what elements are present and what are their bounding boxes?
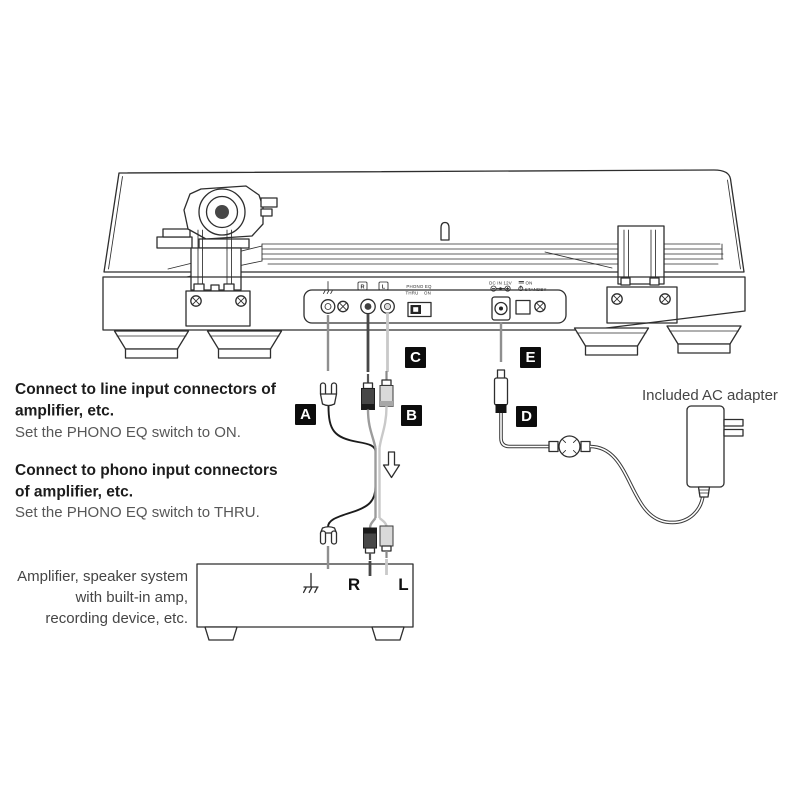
amp-caption-1: Amplifier, speaker system (17, 568, 188, 585)
callout-b: B (401, 405, 422, 426)
power-on-label: ON (525, 280, 533, 286)
dc-in-jack (492, 297, 510, 320)
instruction-line-input (15, 381, 277, 441)
ac-adapter-caption: Included AC adapter (642, 387, 778, 404)
amplifier-illustration (197, 564, 413, 640)
strain-relief (699, 487, 710, 497)
ac-adapter-illustration (687, 406, 743, 497)
right-jack-label: R (360, 284, 365, 291)
rca-plug-white-bottom (380, 526, 393, 558)
panel-screw-right (535, 301, 545, 311)
callout-e: E (520, 347, 541, 368)
tonearm-assembly (157, 186, 277, 248)
panel-screw-left (338, 301, 348, 311)
power-button (516, 301, 530, 315)
phono-input-heading-2: of amplifier, etc. (15, 483, 134, 501)
amplifier-caption (17, 568, 188, 627)
ground-terminal (321, 300, 335, 314)
ac-adapter-body (687, 406, 724, 487)
power-on-icon (519, 281, 524, 283)
right-output-jack (361, 299, 375, 313)
ground-icon (324, 282, 333, 294)
left-jack-label: L (381, 284, 386, 291)
phono-eq-on-label: ON (424, 290, 431, 296)
left-output-jack (381, 300, 395, 314)
ac-plug-prongs (724, 420, 743, 437)
line-input-heading-1: Connect to line input connectors of (15, 381, 276, 398)
amp-ground-icon (304, 574, 318, 593)
rca-plug-white-top (380, 371, 393, 407)
spindle-pin (441, 223, 449, 241)
power-standby-label: STANDBY (524, 286, 547, 292)
amp-right-label: R (347, 575, 361, 594)
cable-coupler (549, 436, 590, 457)
spade-lug-top (321, 383, 337, 406)
dc-in-label: DC IN 12V (489, 280, 512, 286)
rca-plug-red-top (362, 374, 375, 410)
turntable-illustration (103, 170, 745, 358)
spade-lug-bottom (321, 527, 337, 544)
instruction-phono-input (15, 462, 278, 521)
phono-eq-switch (408, 303, 431, 317)
down-arrow-icon (384, 452, 400, 478)
amp-caption-2: with built-in amp, (75, 589, 188, 606)
feet (115, 326, 742, 358)
amp-left-label: L (398, 575, 409, 594)
dc-plug (495, 370, 508, 413)
rca-plug-red-bottom (364, 528, 377, 560)
callout-c: C (405, 347, 426, 368)
right-hinge (607, 226, 677, 323)
phono-input-note: Set the PHONO EQ switch to THRU. (15, 504, 260, 521)
amp-caption-3: recording device, etc. (45, 610, 188, 627)
line-input-heading-2: amplifier, etc. (15, 402, 115, 420)
line-input-note: Set the PHONO EQ switch to ON. (15, 424, 241, 441)
phono-eq-label: PHONO EQ (406, 284, 432, 289)
phono-input-heading-1: Connect to phono input connectors (15, 462, 278, 479)
rear-panel (304, 280, 566, 323)
phono-eq-thru-label: THRU (405, 290, 419, 296)
callout-a: A (295, 404, 316, 425)
callout-d: D (516, 406, 537, 427)
